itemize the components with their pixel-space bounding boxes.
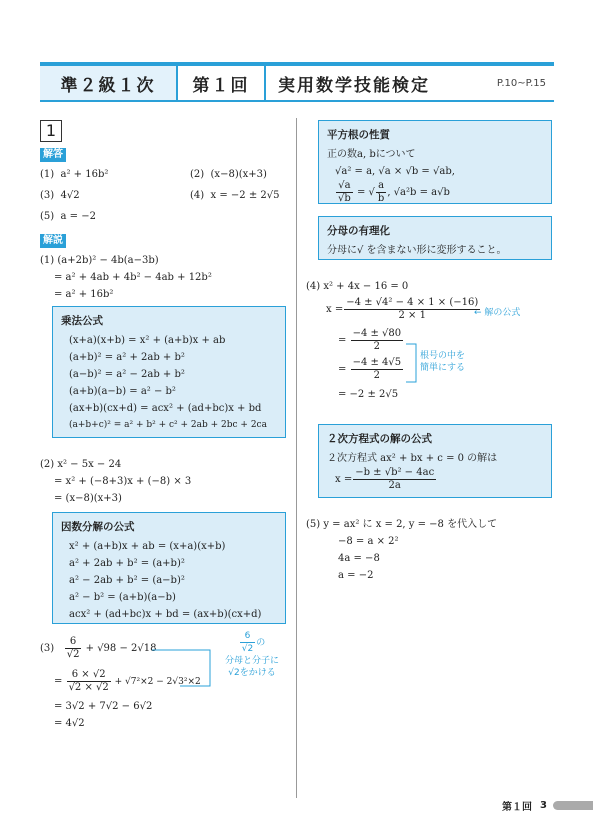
answer-item: (5) a = −2 <box>40 211 96 222</box>
formula-line: (a+b)(a−b) = a² − b² <box>69 386 176 397</box>
answer-item: (4) x = −2 ± 2√5 <box>190 190 280 201</box>
explanation-2 <box>40 456 290 507</box>
formula-line: a² − b² = (a+b)(a−b) <box>69 592 176 603</box>
box-text: ２次方程式 ax² + bx + c = 0 の解は <box>327 453 498 464</box>
formula-line: x² + (a+b)x + ab = (x+a)(x+b) <box>69 541 226 552</box>
formula-line: $\frac{√a}{√b}$ = √ $\frac{a}{b}$ , √a²b = a√b <box>338 180 450 204</box>
step-line: (5) y = ax² に x = 2, y = −8 を代入して <box>306 519 498 530</box>
question-number: 1 <box>40 120 62 142</box>
step-line: = a² + 16b² <box>54 289 114 300</box>
step-line: = 3√2 + 7√2 − 6√2 <box>54 701 153 712</box>
explanation-1 <box>40 232 290 303</box>
box-text: 正の数a, bについて <box>327 149 416 160</box>
step-line: x = $\frac{\text{−4 ± √4² − 4 × 1 × (−16)}}{2 \times 1}$ <box>326 297 479 321</box>
explanation-tag: 解説 <box>40 234 66 248</box>
page-range: P.10~P.15 <box>496 77 546 89</box>
step-line: 4a = −8 <box>338 553 380 564</box>
footer-round: 第１回 <box>502 801 533 813</box>
box-title: 因数分解の公式 <box>61 521 135 533</box>
step-line: (3) $\frac{6}{√2}$ + √98 − 2√18 <box>40 636 157 660</box>
step-line: = (x−8)(x+3) <box>54 493 122 504</box>
answer-item: (1) a² + 16b² <box>40 169 109 180</box>
box-title: 分母の有理化 <box>327 225 390 237</box>
formula-line: (a+b)² = a² + 2ab + b² <box>69 352 185 363</box>
formula-line: √a² = a, √a × √b = √ab, <box>335 166 455 177</box>
formula-line: acx² + (ad+bc)x + bd = (ax+b)(cx+d) <box>69 609 262 620</box>
quadratic-formula-box <box>318 424 552 498</box>
footer-bar <box>553 801 593 810</box>
answer-item: (2) (x−8)(x+3) <box>190 169 267 180</box>
formula-line: a² − 2ab + b² = (a−b)² <box>69 575 185 586</box>
factoring-formula-box <box>52 512 286 624</box>
product-formula-box <box>52 306 286 438</box>
exam-title: 実用数学技能検定 <box>278 75 430 96</box>
formula-line: x = $\frac{\text{−b ± √b² − 4ac}}{2a}$ <box>335 467 435 491</box>
sqrt-properties-box <box>318 120 552 204</box>
explanation-4 <box>306 278 546 403</box>
formula-note: ← 解の公式 <box>474 308 521 318</box>
page-header <box>40 62 554 102</box>
explanation-5 <box>306 516 546 584</box>
rationalize-note: $\frac{6}{√2}$ の 分母と分子に √2をかける <box>225 631 280 678</box>
step-line: = −2 ± 2√5 <box>338 389 399 400</box>
step-line: = x² + (−8+3)x + (−8) × 3 <box>54 476 192 487</box>
page-number: 3 <box>540 799 547 811</box>
answer-item: (3) 4√2 <box>40 190 80 201</box>
step-line: a = −2 <box>338 570 374 581</box>
step-line: = a² + 4ab + 4b² − 4ab + 12b² <box>54 272 212 283</box>
step-line: (2) x² − 5x − 24 <box>40 459 122 470</box>
root-simplify-note: 根号の中を 簡単にする <box>420 351 466 373</box>
answer-section <box>40 146 290 225</box>
formula-line: (x+a)(x+b) = x² + (a+b)x + ab <box>69 335 226 346</box>
answer-tag: 解答 <box>40 148 66 162</box>
grade-label: 準２級１次 <box>40 66 178 100</box>
box-text: 分母に√ を含まない形に変形すること。 <box>327 245 507 256</box>
column-divider <box>296 118 297 798</box>
page-footer <box>502 798 593 812</box>
formula-line: (a−b)² = a² − 2ab + b² <box>69 369 185 380</box>
formula-line: (ax+b)(cx+d) = acx² + (ad+bc)x + bd <box>69 403 262 414</box>
formula-line: (a+b+c)² = a² + b² + c² + 2ab + 2bc + 2ca <box>69 420 267 430</box>
box-title: 平方根の性質 <box>327 129 390 141</box>
answer-list <box>40 166 290 225</box>
rationalization-box <box>318 216 552 260</box>
step-line: (4) x² + 4x − 16 = 0 <box>306 281 409 292</box>
step-line: −8 = a × 2² <box>338 536 399 547</box>
step-line: = 4√2 <box>54 718 85 729</box>
box-title: 乗法公式 <box>61 315 103 327</box>
formula-line: a² + 2ab + b² = (a+b)² <box>69 558 185 569</box>
step-line: (1) (a+2b)² − 4b(a−3b) <box>40 255 159 266</box>
step-line: = $\frac{6 \times √2}{√2 \times √2}$ + √7²×2 − 2√3²×2 <box>54 669 201 693</box>
step-line: = $\frac{-4 \pm 4√5}{2}$ <box>338 357 402 381</box>
step-line: = $\frac{-4 \pm √80}{2}$ <box>338 328 402 352</box>
box-title: ２次方程式の解の公式 <box>327 433 432 445</box>
round-label: 第１回 <box>178 66 266 100</box>
